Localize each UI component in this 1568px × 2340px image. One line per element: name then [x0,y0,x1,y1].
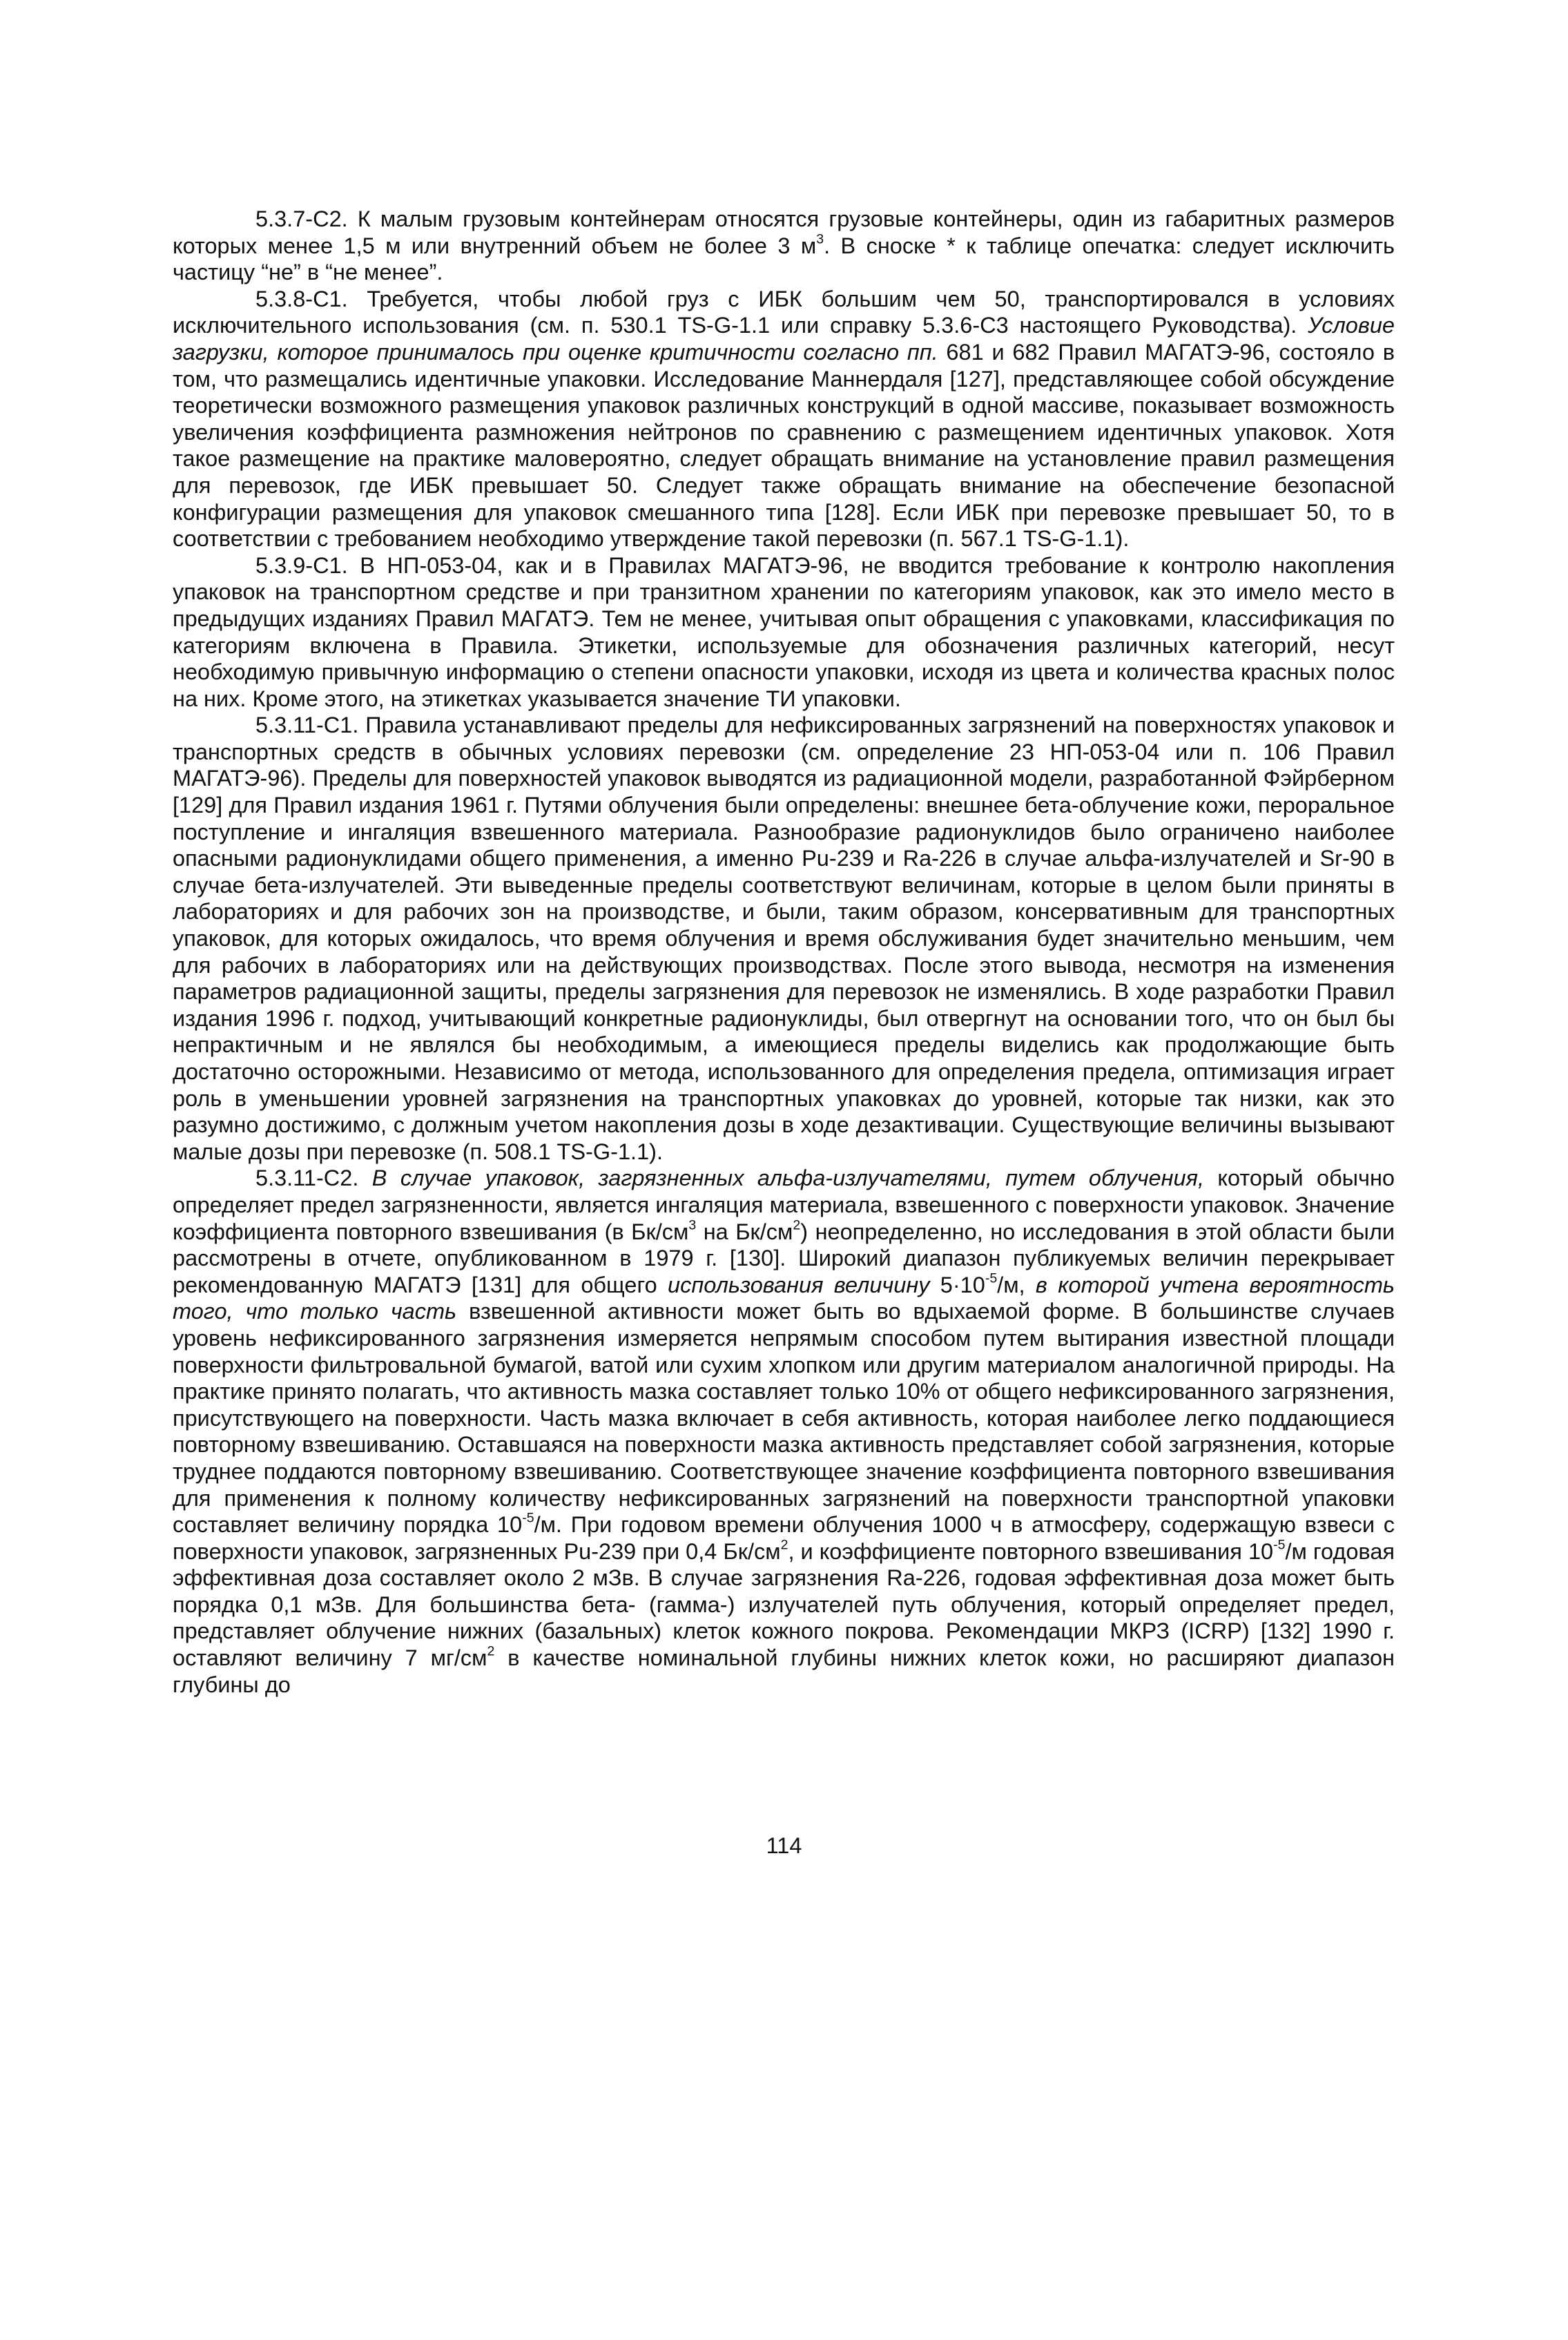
italic-run: В случае упаковок, загрязненных альфа-излучателями, путем облучения, [371,1166,1204,1191]
italic-run: Условие загрузки, которое принималось при оценке критичности согласно пп. [173,313,1395,365]
document-body [173,206,1395,1698]
italic-run: использования величину [668,1272,930,1297]
superscript: -5 [1273,1537,1286,1553]
text-run: 5.3.11-С2. [255,1166,372,1191]
paragraph-5-3-8-c1 [173,286,1395,552]
text-run: в качестве номинальной глубины нижних клеток кожи, но расширяют диапазон глубины до [173,1645,1395,1697]
text-run: 5.3.7-С2. К малым грузовым контейнерам относятся грузовые контейнеры, один из габаритных размеров которых менее 1,5 м или внутренний объем не более 3 м [173,206,1395,258]
superscript: 2 [780,1537,788,1553]
superscript: -5 [522,1510,534,1526]
text-run: 681 и 682 Правил МАГАТЭ-96, состояло в том, что размещались идентичные упаковки. Исследование Маннердаля [127], представляющее собой обсуждение теоретически возможного размещения упаковок различных конструкций в одной массиве, показывает возможность увеличения коэффициента размножения нейтронов по сравнению с размещением идентичных упаковок. Хотя такое размещение на практике маловероятно, следует обращать внимание на установление правил размещения для перевозок, где ИБК превышает 50. Следует также обращать внимание на обеспечение безопасной конфигурации размещения для упаковок смешанного типа [128]. Если ИБК при перевозке превышает 50, то в соответствии с требованием необходимо утверждение такой перевозки (п. 567.1 TS-G-1.1). [173,339,1395,552]
text-run: который обычно определяет предел загрязненности, является ингаляция материала, взвешенного с поверхности упаковок. Значение коэффициента повторного взвешивания (в Бк/см [173,1166,1395,1244]
paragraph-5-3-11-c1: 5.3.11-С1. Правила устанавливают пределы для нефиксированных загрязнений на поверхностях упаковок и транспортных средств в обычных условиях перевозки (см. определение 23 НП-053-04 или п. 106 Правил МАГАТЭ-96). Пределы для поверхностей упаковок выводятся из радиационной модели, разработанной Фэйрберном [129] для Правил издания 1961 г. Путями облучения были определены: внешнее бета-облучение кожи, пероральное поступление и ингаляция взвешенного материала. Разнообразие радионуклидов было ограничено наиболее опасными радионуклидами общего применения, а именно Pu-239 и Ra-226 в случае альфа-излучателей и Sr-90 в случае бета-излучателей. Эти выведенные пределы соответствуют величинам, которые в целом были приняты в лабораториях и для рабочих зон на производстве, и были, таким образом, консервативным для транспортных упаковок, для которых ожидалось, что время облучения и время обслуживания будет значительно меньшим, чем для рабочих в лабораториях или на действующих производствах. После этого вывода, несмотря на изменения параметров радиационной защиты, пределы загрязнения для перевозок не изменялись. В ходе разработки Правил издания 1996 г. подход, учитывающий конкретные радионуклиды, был отвергнут на основании того, что он был бы непрактичным и не являлся бы необходимым, а имеющиеся пределы виделись как продолжающие быть достаточно осторожными. Независимо от метода, использованного для определения предела, оптимизация играет роль в уменьшении уровней загрязнения на транспортных упаковках до уровней, которые так низки, как это разумно достижимо, с должным учетом накопления дозы в ходе дезактивации. Существующие величины вызывают малые дозы при перевозке (п. 508.1 TS-G-1.1). [173,713,1395,1164]
text-run: ) неопределенно, но исследования в этой области были рассмотрены в отчете, опубликованном в 1979 г. [130]. Широкий диапазон публикуемых величин перекрывает рекомендованную МАГАТЭ [131] для общего [173,1219,1395,1297]
page-number: 114 [766,1833,802,1858]
text-run: 5.3.8-С1. Требуется, чтобы любой груз с ИБК большим чем 50, транспортировался в условиях исключительного использования (см. п. 530.1 TS-G-1.1 или справку 5.3.6-С3 настоящего Руководства). [173,286,1395,338]
italic-run: в которой учтена вероятность того, что только часть [173,1272,1395,1324]
text-run: /м, [997,1272,1036,1297]
text-run: . В сноске * к таблице опечатка: следует исключить частицу “не” в “не менее”. [173,233,1395,285]
superscript: -5 [985,1270,998,1286]
paragraph-5-3-11-c2 [173,1165,1395,1698]
superscript: 2 [793,1217,801,1232]
text-run: 5·10 [929,1272,985,1297]
text-run: /м годовая эффективная доза составляет около 2 мЗв. В случае загрязнения Ra-226, годовая эффективная доза может быть порядка 0,1 мЗв. Для большинства бета- (гамма-) излучателей путь облучения, который определяет предел, представляет облучение нижних (базальных) клеток кожного покрова. Рекомендации МКРЗ (ICRP) [132] 1990 г. оставляют величину 7 мг/см [173,1538,1395,1671]
superscript: 2 [487,1643,495,1659]
paragraph-5-3-7-c2 [173,206,1395,286]
superscript: 3 [688,1217,697,1232]
text-run: взвешенной активности может быть во вдыхаемой форме. В большинстве случаев уровень нефиксированного загрязнения измеряется непрямым способом путем вытирания известной площади поверхности фильтровальной бумагой, ватой или сухим хлопком или другим материалом аналогичной природы. На практике принято полагать, что активность мазка составляет только 10% от общего нефиксированного загрязнения, присутствующего на поверхности. Часть мазка включает в себя активность, которая наиболее легко поддающиеся повторному взвешиванию. Оставшаяся на поверхности мазка активность представляет собой загрязнения, которые труднее поддаются повторному взвешиванию. Соответствующее значение коэффициента повторного взвешивания для применения к полному количеству нефиксированных загрязнений на поверхности транспортной упаковки составляет величину порядка 10 [173,1299,1395,1538]
paragraph-5-3-9-c1: 5.3.9-С1. В НП-053-04, как и в Правилах МАГАТЭ-96, не вводится требование к контролю накопления упаковок на транспортном средстве и при транзитном хранении по категориям упаковок, как это имело место в предыдущих изданиях Правил МАГАТЭ. Тем не менее, учитывая опыт обращения с упаковками, классификация по категориям включена в Правила. Этикетки, используемые для обозначения различных категорий, несут необходимую привычную информацию о степени опасности упаковки, исходя из цвета и количества красных полос на них. Кроме этого, на этикетках указывается значение ТИ упаковки. [173,552,1395,711]
superscript: 3 [816,231,824,246]
text-run: на Бк/см [696,1219,793,1244]
text-run: /м. При годовом времени облучения 1000 ч в атмосферу, содержащую взвеси с поверхности упаковок, загрязненных Pu-239 при 0,4 Бк/см [173,1512,1395,1564]
text-run: , и коэффициенте повторного взвешивания 10 [788,1538,1274,1564]
